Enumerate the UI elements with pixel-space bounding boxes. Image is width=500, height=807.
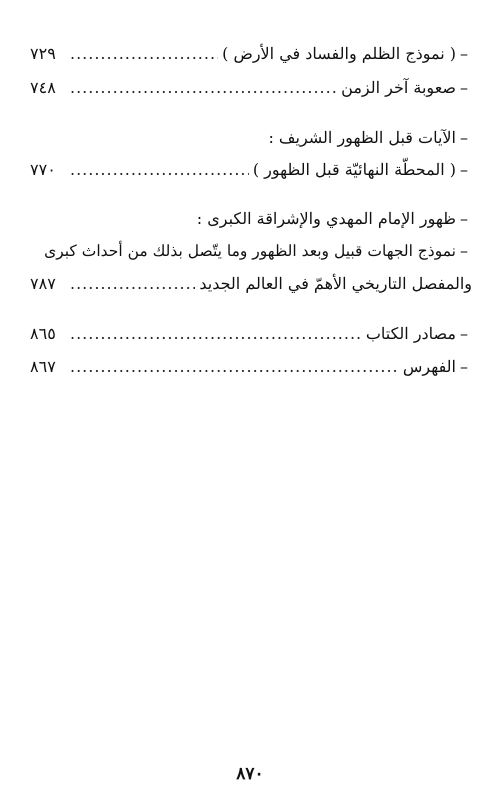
toc-entry — [30, 160, 472, 186]
entry-dash: – — [460, 160, 468, 179]
toc-section-heading — [30, 128, 472, 154]
entry-dash: – — [460, 78, 468, 97]
leader-dots — [70, 324, 362, 343]
entry-page-number: ٧٨٧ — [30, 274, 56, 293]
entry-dash: – — [460, 128, 468, 147]
entry-title: الفهرس — [402, 357, 456, 376]
entry-dash: – — [460, 324, 468, 343]
entry-title-part-2: والمفصل التاريخي الأهمّ في العالم الجديد — [199, 274, 472, 293]
entry-page-number: ٧٢٩ — [30, 44, 56, 63]
toc-entry — [30, 78, 472, 104]
page-number-footer: ٨٧٠ — [236, 764, 264, 784]
entry-title: ( المحطّة النهائيّة قبل الظهور ) — [252, 160, 456, 179]
entry-title: ( نموذج الظلم والفساد في الأرض ) — [222, 44, 456, 63]
section-title: الآيات قبل الظهور الشريف : — [268, 128, 456, 147]
entry-page-number: ٨٦٧ — [30, 357, 56, 376]
toc-entry — [30, 357, 472, 383]
entry-page-number: ٨٦٥ — [30, 324, 56, 343]
leader-dots — [70, 44, 218, 63]
leader-dots — [70, 160, 249, 179]
entry-dash: – — [460, 357, 468, 376]
entry-title: صعوبة آخر الزمن — [341, 78, 456, 97]
entry-dash: – — [460, 44, 468, 63]
entry-title-part-1: نموذج الجهات قبيل وبعد الظهور وما يتّصل بذلك من أحداث كبرى — [44, 242, 456, 260]
entry-dash: – — [460, 241, 468, 260]
entry-dash: – — [460, 209, 468, 228]
entry-page-number: ٧٧٠ — [30, 160, 56, 179]
toc-entry — [30, 44, 472, 70]
section-title: ظهور الإمام المهدي والإشراقة الكبرى : — [196, 209, 456, 228]
entry-page-number: ٧٤٨ — [30, 78, 56, 97]
toc-section-heading — [30, 209, 472, 235]
toc-entry-line-1 — [30, 241, 472, 267]
toc-entry — [30, 324, 472, 350]
leader-dots — [70, 357, 399, 376]
entry-title: مصادر الكتاب — [365, 324, 456, 343]
leader-dots — [70, 78, 337, 97]
leader-dots — [70, 274, 195, 293]
toc-entry-line-2 — [30, 274, 488, 300]
